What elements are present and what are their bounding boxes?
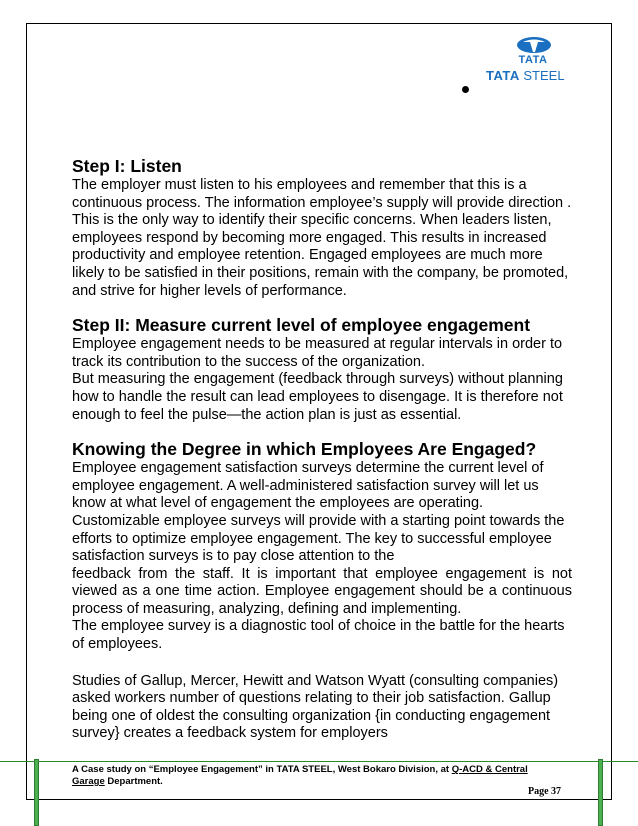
brand-light: STEEL (523, 68, 565, 83)
heading-step-2: Step II: Measure current level of employee engagement (72, 315, 531, 336)
paragraph: But measuring the engagement (feedback through surveys) without planning how to handle the result can lead employees to disengage. It is therefore not enough to feel the pulse—the action plan is just as essential. (72, 371, 563, 423)
footer-underlined-1: Q-ACD & Central (451, 764, 528, 775)
footer-bar-right (598, 759, 603, 826)
footer-underlined-2: Garage (72, 776, 105, 787)
tata-steel-logo (486, 36, 596, 86)
footer-bar-left (34, 759, 39, 826)
page-number: Page 37 (528, 786, 562, 797)
brand-name (486, 68, 565, 83)
tata-logo-icon (516, 36, 552, 54)
paragraph: Employee engagement satisfaction surveys determine the current level of employee engagement. A well-administered satisfaction survey will let us know at what level of engagement the employees are operating. Customizable employee surveys will provide with a starting point towards the efforts to optimize employee engagement. The key to successful employee satisfaction surveys is to pay close attention to the (72, 460, 565, 565)
footer-rule (0, 761, 638, 762)
footer-caption: A Case study on “Employee Engagement” in TATA STEEL, West Bokaro Division, at (72, 764, 452, 775)
footer-text (72, 764, 572, 788)
paragraph: Employee engagement needs to be measured at regular intervals in order to track its contribution to the success of the organization. (72, 336, 563, 370)
footer-caption-end: Department. (104, 776, 163, 787)
heading-step-1: Step I: Listen (72, 156, 182, 176)
brand-bold: TATA (486, 68, 520, 83)
paragraph: The employee survey is a diagnostic tool of choice in the battle for the hearts of employees. (72, 618, 565, 653)
brand-small-text: TATA (518, 54, 548, 66)
paragraph: Studies of Gallup, Mercer, Hewitt and Watson Wyatt (consulting companies) asked workers number of questions relating to their job satisfaction. Gallup being one of oldest the consulting organization {in conducting engagement survey} creates a feedback system for employers (72, 672, 559, 742)
paragraph: The employer must listen to his employees and remember that this is a continuous process. The information employee’s supply will provide direction . This is the only way to identify their specific concerns. When leaders listen, employees respond by becoming more engaged. This results in increased productivity and employee retention. Engaged employees are much more likely to be satisfied in their positions, remain with the company, be promoted, and strive for higher levels of performance. (72, 177, 572, 299)
document-body (72, 155, 572, 743)
bullet-dot (462, 86, 469, 93)
paragraph: feedback from the staff. It is important that employee engagement is not viewed as a one time action. Employee engagement should be a continuous process of measuring, analyzing, defining and implementing. (72, 565, 572, 617)
heading-knowing-degree: Knowing the Degree in which Employees Are Engaged? (72, 439, 537, 460)
